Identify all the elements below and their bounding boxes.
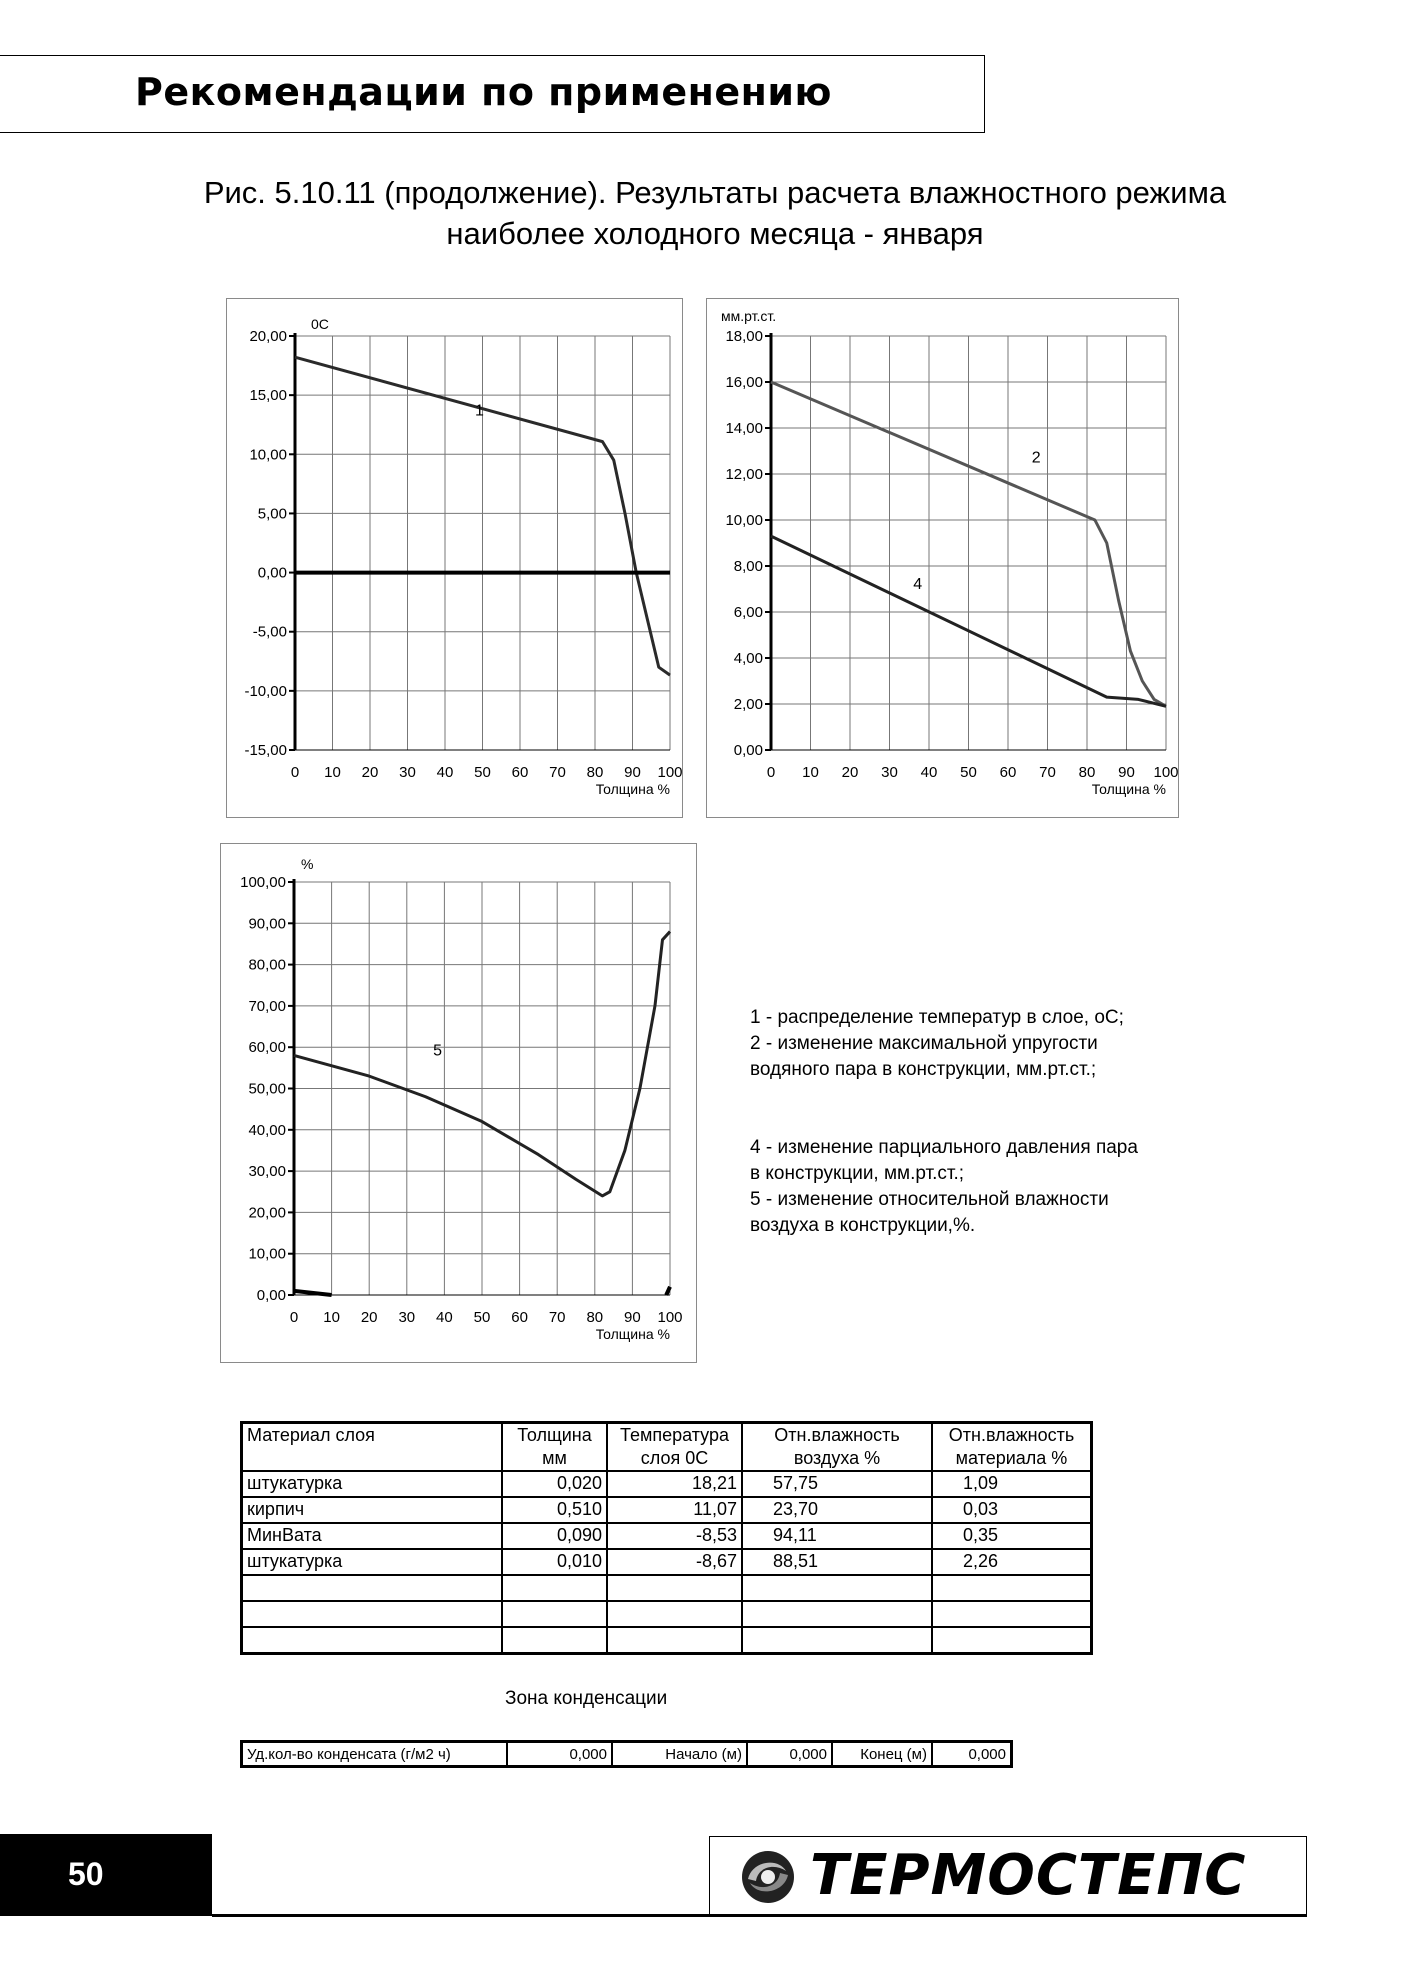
legend-line-6: 5 - изменение относительной влажности — [750, 1189, 1109, 1210]
legend-gap — [750, 1083, 1250, 1135]
series-label: 5 — [433, 1042, 443, 1060]
legend-line-3: водяного пара в конструкции, мм.рт.ст.; — [750, 1059, 1097, 1080]
y-tick-label: 100,00 — [240, 874, 286, 891]
x-tick-label: 50 — [473, 1309, 491, 1326]
humidity-chart — [220, 843, 697, 1363]
x-tick-label: 90 — [624, 1309, 641, 1326]
header-thickness-line1: Толщина — [517, 1425, 592, 1445]
x-tick-label: 70 — [549, 764, 566, 781]
legend-line-7: воздуха в конструкции,%. — [750, 1215, 976, 1236]
y-tick-label: -15,00 — [244, 742, 287, 759]
header-temp-line1: Температура — [619, 1425, 730, 1445]
vapor-pressure-chart — [706, 298, 1179, 818]
condensation-row — [242, 1742, 1012, 1767]
layers-table — [240, 1421, 1093, 1655]
x-tick-label: 0 — [766, 764, 776, 781]
cell-thickness: 0,010 — [502, 1549, 607, 1575]
table-row — [242, 1523, 1092, 1549]
x-tick-label: 10 — [802, 764, 819, 781]
cell-temp: 11,07 — [607, 1497, 742, 1523]
x-tick-label: 60 — [999, 764, 1017, 781]
y-tick-label: 80,00 — [248, 956, 286, 974]
y-tick-label: -10,00 — [244, 682, 287, 700]
x-axis-label: Толщина % — [595, 1326, 670, 1342]
unit-label: мм.рт.ст. — [721, 308, 777, 324]
x-tick-label: 80 — [586, 764, 604, 781]
x-tick-label: 10 — [324, 764, 341, 781]
y-tick-label: 30,00 — [248, 1163, 286, 1181]
condensation-start-label: Начало (м) — [612, 1742, 747, 1767]
y-tick-label: 6,00 — [733, 604, 763, 621]
cell-material: МинВата — [242, 1523, 503, 1549]
x-tick-label: 50 — [474, 764, 491, 781]
y-tick-label: 0,00 — [733, 742, 763, 759]
header-material-humidity — [932, 1423, 1092, 1472]
cell-air: 94,11 — [742, 1523, 932, 1549]
legend-line-4: 4 - изменение парциального давления пара — [750, 1137, 1138, 1158]
x-tick-label: 40 — [436, 764, 454, 781]
table-row-empty — [242, 1575, 1092, 1601]
condensation-table — [240, 1740, 1013, 1768]
cell-air: 88,51 — [742, 1549, 932, 1575]
condensation-end-label: Конец (м) — [832, 1742, 932, 1767]
cell-mat: 2,26 — [932, 1549, 1092, 1575]
x-tick-label: 100 — [657, 764, 683, 781]
y-tick-label: 50,00 — [248, 1080, 286, 1098]
header-thickness-line2: мм — [542, 1448, 567, 1468]
header-air-line2: воздуха % — [793, 1448, 881, 1468]
figure-caption — [130, 172, 1300, 254]
table-row-empty — [242, 1627, 1092, 1654]
table-header-row — [242, 1423, 1092, 1472]
cell-thickness: 0,510 — [502, 1497, 607, 1523]
y-tick-label: 4,00 — [733, 650, 763, 667]
cell-material: штукатурка — [242, 1549, 503, 1575]
y-tick-label: 12,00 — [725, 466, 763, 483]
y-tick-label: 14,00 — [725, 420, 763, 437]
brand-name: ТЕРМОСТЕПС — [810, 1843, 1247, 1908]
y-tick-label: 8,00 — [733, 558, 763, 575]
legend-line-1: 1 - распределение температур в слое, оС; — [750, 1007, 1124, 1028]
series-label: 2 — [1031, 449, 1041, 467]
cell-mat: 1,09 — [932, 1471, 1092, 1497]
x-tick-label: 90 — [624, 764, 641, 781]
cell-temp: 18,21 — [607, 1471, 742, 1497]
caption-line-2: наиболее холодного месяца - января — [446, 216, 984, 251]
chart-legend — [750, 1005, 1250, 1239]
x-tick-label: 20 — [841, 764, 859, 781]
page-number: 50 — [68, 1856, 104, 1892]
legend-line-5: в конструкции, мм.рт.ст.; — [750, 1163, 965, 1184]
y-tick-label: 0,00 — [257, 564, 287, 582]
x-tick-label: 40 — [436, 1309, 453, 1326]
page-number-box — [0, 1834, 212, 1916]
x-tick-label: 0 — [290, 764, 300, 781]
x-axis-label: Толщина % — [1091, 781, 1166, 797]
y-tick-label: 40,00 — [248, 1121, 286, 1139]
y-tick-label: 10,00 — [248, 1245, 286, 1263]
header-temp — [607, 1423, 742, 1472]
y-tick-label: 20,00 — [248, 1204, 286, 1222]
x-tick-label: 40 — [920, 764, 938, 781]
caption-line-1: Рис. 5.10.11 (продолжение). Результаты расчета влажностного режима — [203, 175, 1227, 210]
temperature-chart — [226, 298, 683, 818]
condensation-start-value: 0,000 — [747, 1742, 832, 1767]
y-tick-label: 5,00 — [257, 505, 287, 523]
table-row — [242, 1497, 1092, 1523]
x-tick-label: 20 — [360, 1309, 378, 1326]
header-box — [0, 55, 985, 133]
header-air-line1: Отн.влажность — [774, 1425, 900, 1445]
series-line — [666, 1287, 670, 1295]
x-tick-label: 70 — [548, 1309, 566, 1326]
y-tick-label: 70,00 — [248, 997, 286, 1015]
y-tick-label: 2,00 — [733, 696, 763, 713]
unit-label: % — [301, 856, 314, 872]
cell-temp: -8,53 — [607, 1523, 742, 1549]
y-tick-label: 60,00 — [248, 1039, 286, 1057]
x-tick-label: 10 — [323, 1309, 340, 1326]
y-tick-label: 20,00 — [249, 328, 287, 345]
condensation-end-value: 0,000 — [932, 1742, 1012, 1767]
header-temp-line2: слоя 0С — [640, 1448, 709, 1468]
cell-temp: -8,67 — [607, 1549, 742, 1575]
cell-mat: 0,03 — [932, 1497, 1092, 1523]
header-mat-line2: материала % — [955, 1448, 1068, 1468]
y-tick-label: 16,00 — [725, 374, 763, 391]
cell-thickness: 0,090 — [502, 1523, 607, 1549]
x-tick-label: 30 — [398, 1309, 416, 1326]
cell-thickness: 0,020 — [502, 1471, 607, 1497]
y-tick-label: 10,00 — [249, 446, 287, 464]
cell-mat: 0,35 — [932, 1523, 1092, 1549]
x-tick-label: 80 — [586, 1309, 604, 1326]
x-tick-label: 100 — [657, 1309, 683, 1326]
series-label: 4 — [913, 576, 923, 593]
table-row-empty — [242, 1601, 1092, 1627]
cell-material: штукатурка — [242, 1471, 503, 1497]
cell-material: кирпич — [242, 1497, 503, 1523]
x-tick-label: 0 — [289, 1309, 299, 1326]
header-thickness — [502, 1423, 607, 1472]
unit-label: 0С — [311, 316, 329, 332]
table-row — [242, 1549, 1092, 1575]
series-label: 1 — [475, 402, 484, 420]
x-tick-label: 70 — [1039, 764, 1056, 781]
x-tick-label: 100 — [1153, 764, 1179, 781]
y-tick-label: 18,00 — [725, 328, 763, 345]
brand-swirl-icon — [740, 1849, 796, 1905]
header-mat-line1: Отн.влажность — [948, 1425, 1075, 1445]
x-axis-label: Толщина % — [595, 781, 670, 797]
temperature-chart-svg — [227, 299, 684, 819]
condensate-amount-value: 0,000 — [507, 1742, 612, 1767]
x-tick-label: 90 — [1118, 764, 1135, 781]
y-tick-label: 10,00 — [725, 512, 763, 529]
header-material: Материал слоя — [242, 1423, 503, 1472]
y-tick-label: -5,00 — [252, 623, 287, 641]
y-tick-label: 15,00 — [249, 387, 287, 405]
x-tick-label: 20 — [361, 764, 379, 781]
x-tick-label: 80 — [1078, 764, 1096, 781]
y-tick-label: 90,00 — [248, 915, 286, 933]
series-line — [294, 1291, 332, 1295]
condensate-amount-label: Уд.кол-во конденсата (г/м2 ч) — [242, 1742, 508, 1767]
condensation-title: Зона конденсации — [505, 1688, 668, 1709]
x-tick-label: 30 — [399, 764, 416, 781]
y-tick-label: 0,00 — [256, 1287, 286, 1304]
x-tick-label: 60 — [511, 1309, 528, 1326]
cell-air: 23,70 — [742, 1497, 932, 1523]
header-air-humidity — [742, 1423, 932, 1472]
vapor-pressure-chart-svg — [707, 299, 1180, 819]
x-tick-label: 50 — [960, 764, 977, 781]
table-row — [242, 1471, 1092, 1497]
brand-logo-box — [709, 1836, 1307, 1916]
humidity-chart-svg — [221, 844, 698, 1364]
x-tick-label: 60 — [511, 764, 529, 781]
x-tick-label: 30 — [881, 764, 898, 781]
cell-air: 57,75 — [742, 1471, 932, 1497]
legend-line-2: 2 - изменение максимальной упругости — [750, 1033, 1098, 1054]
page-title: Рекомендации по применению — [135, 70, 832, 114]
